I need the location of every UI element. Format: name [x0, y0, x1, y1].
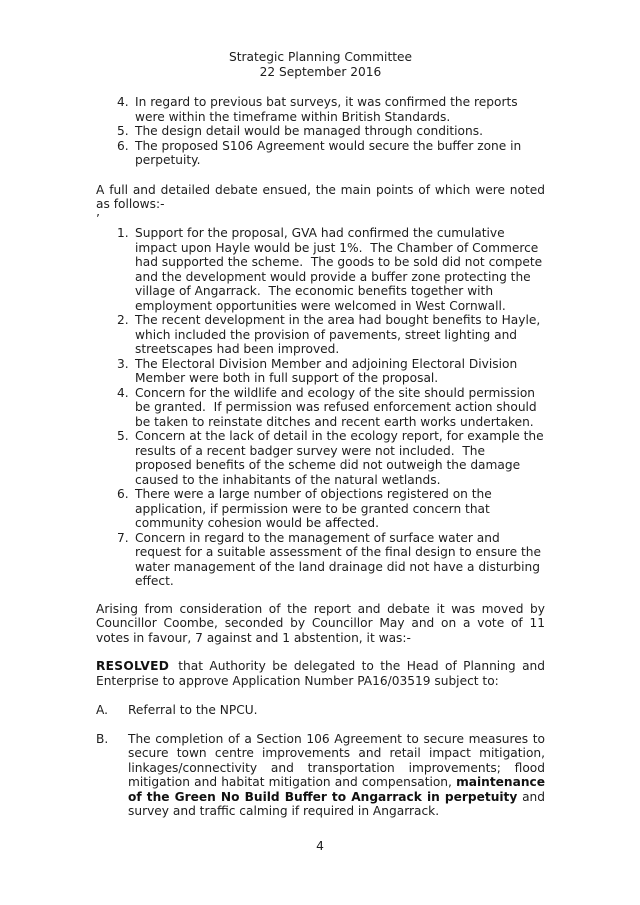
- list-item-number: 2.: [117, 313, 129, 327]
- condition-text-after: and survey and traffic calming if required in Angarrack.: [128, 789, 545, 818]
- debate-points-list: [96, 226, 548, 589]
- list-item-text: Support for the proposal, GVA had confirmed the cumulative impact upon Hayle would be just 1%. The Chamber of Commerce had supported the scheme. The goods to be sold did not compete and the development would provide a buffer zone protecting the village of Angarrack. The economic benefits together with employment opportunities were welcomed in West Cornwall.: [135, 226, 546, 313]
- list-item-text: Concern at the lack of detail in the ecology report, for example the results of a recent badger survey were not included. The proposed benefits of the scheme did not outweigh the damage caused to the inhabitants of the natural wetlands.: [135, 429, 548, 487]
- list-item-text: Concern for the wildlife and ecology of the site should permission be granted. If permission was refused enforcement action should be taken to reinstate ditches and recent earth works undertaken.: [135, 385, 541, 429]
- condition-text: Referral to the NPCU.: [128, 702, 258, 717]
- list-item: [96, 313, 545, 357]
- list-item-number: 7.: [117, 530, 129, 545]
- list-item-number: 1.: [117, 226, 129, 240]
- list-item: [96, 487, 545, 531]
- list-item-text: The proposed S106 Agreement would secure the buffer zone in perpetuity.: [135, 138, 526, 167]
- condition-text: [128, 732, 545, 819]
- resolution-paragraph: [96, 659, 545, 688]
- list-item-number: 6.: [117, 487, 129, 501]
- list-item-text: The recent development in the area had bought benefits to Hayle, which included the provision of pavements, street lighting and streetscapes had been improved.: [135, 313, 545, 356]
- list-item-text: The Electoral Division Member and adjoining Electoral Division Member were both in full support of the proposal.: [135, 356, 522, 385]
- list-item: [96, 95, 545, 124]
- confirmation-points-list: [96, 95, 545, 168]
- condition-letter: A.: [96, 702, 108, 717]
- document-header: [96, 50, 545, 79]
- list-item: [96, 386, 545, 430]
- condition-item-a: [96, 703, 545, 718]
- list-item: [96, 357, 545, 386]
- list-item-number: 4.: [117, 385, 129, 400]
- list-item-number: 5.: [117, 124, 129, 138]
- condition-text-bold: maintenance of the Green No Build Buffer to Angarrack in perpetuity: [128, 775, 545, 804]
- list-item: [96, 429, 548, 487]
- list-item-number: 6.: [117, 138, 129, 153]
- committee-title: Strategic Planning Committee: [229, 50, 412, 64]
- condition-text-before: The completion of a Section 106 Agreement to secure measures to secure town centre improvements and retail impact mitigation, linkages/connectivity and transportation improvements; flood mitigation and habitat mitigation and compensation,: [128, 731, 545, 789]
- list-item: [96, 124, 545, 139]
- condition-item-b: [96, 732, 545, 819]
- list-item-text: There were a large number of objections registered on the application, if permission were to be granted concern that community cohesion would be affected.: [135, 487, 496, 530]
- page-number: 4: [316, 839, 324, 853]
- list-item: [96, 139, 545, 168]
- page-footer: [0, 839, 640, 854]
- list-item-number: 5.: [117, 429, 129, 443]
- list-item: [96, 226, 545, 313]
- resolved-keyword: RESOLVED: [96, 659, 170, 673]
- vote-paragraph: Arising from consideration of the report and debate it was moved by Councillor Coombe, seconded by Councillor May and on a vote of 11 votes in favour, 7 against and 1 abstention, it was:-: [96, 601, 545, 645]
- list-item-text: The design detail would be managed through conditions.: [135, 124, 483, 138]
- meeting-date: 22 September 2016: [259, 64, 382, 79]
- list-item-text: Concern in regard to the management of surface water and request for a suitable assessment of the final design to ensure the water management of the land drainage did not have a disturbing effect.: [135, 530, 545, 588]
- intro-paragraph: A full and detailed debate ensued, the main points of which were noted as follows:-: [96, 182, 545, 211]
- list-item: [96, 531, 545, 589]
- stray-mark: ’: [96, 211, 100, 226]
- list-item-number: 4.: [117, 95, 129, 109]
- list-item-text: In regard to previous bat surveys, it was confirmed the reports were within the timeframe within British Standards.: [135, 95, 522, 124]
- list-item-number: 3.: [117, 356, 129, 371]
- resolution-text: that Authority be delegated to the Head of Planning and Enterprise to approve Application Number PA16/03519 subject to:: [96, 659, 545, 688]
- condition-letter: B.: [96, 731, 109, 746]
